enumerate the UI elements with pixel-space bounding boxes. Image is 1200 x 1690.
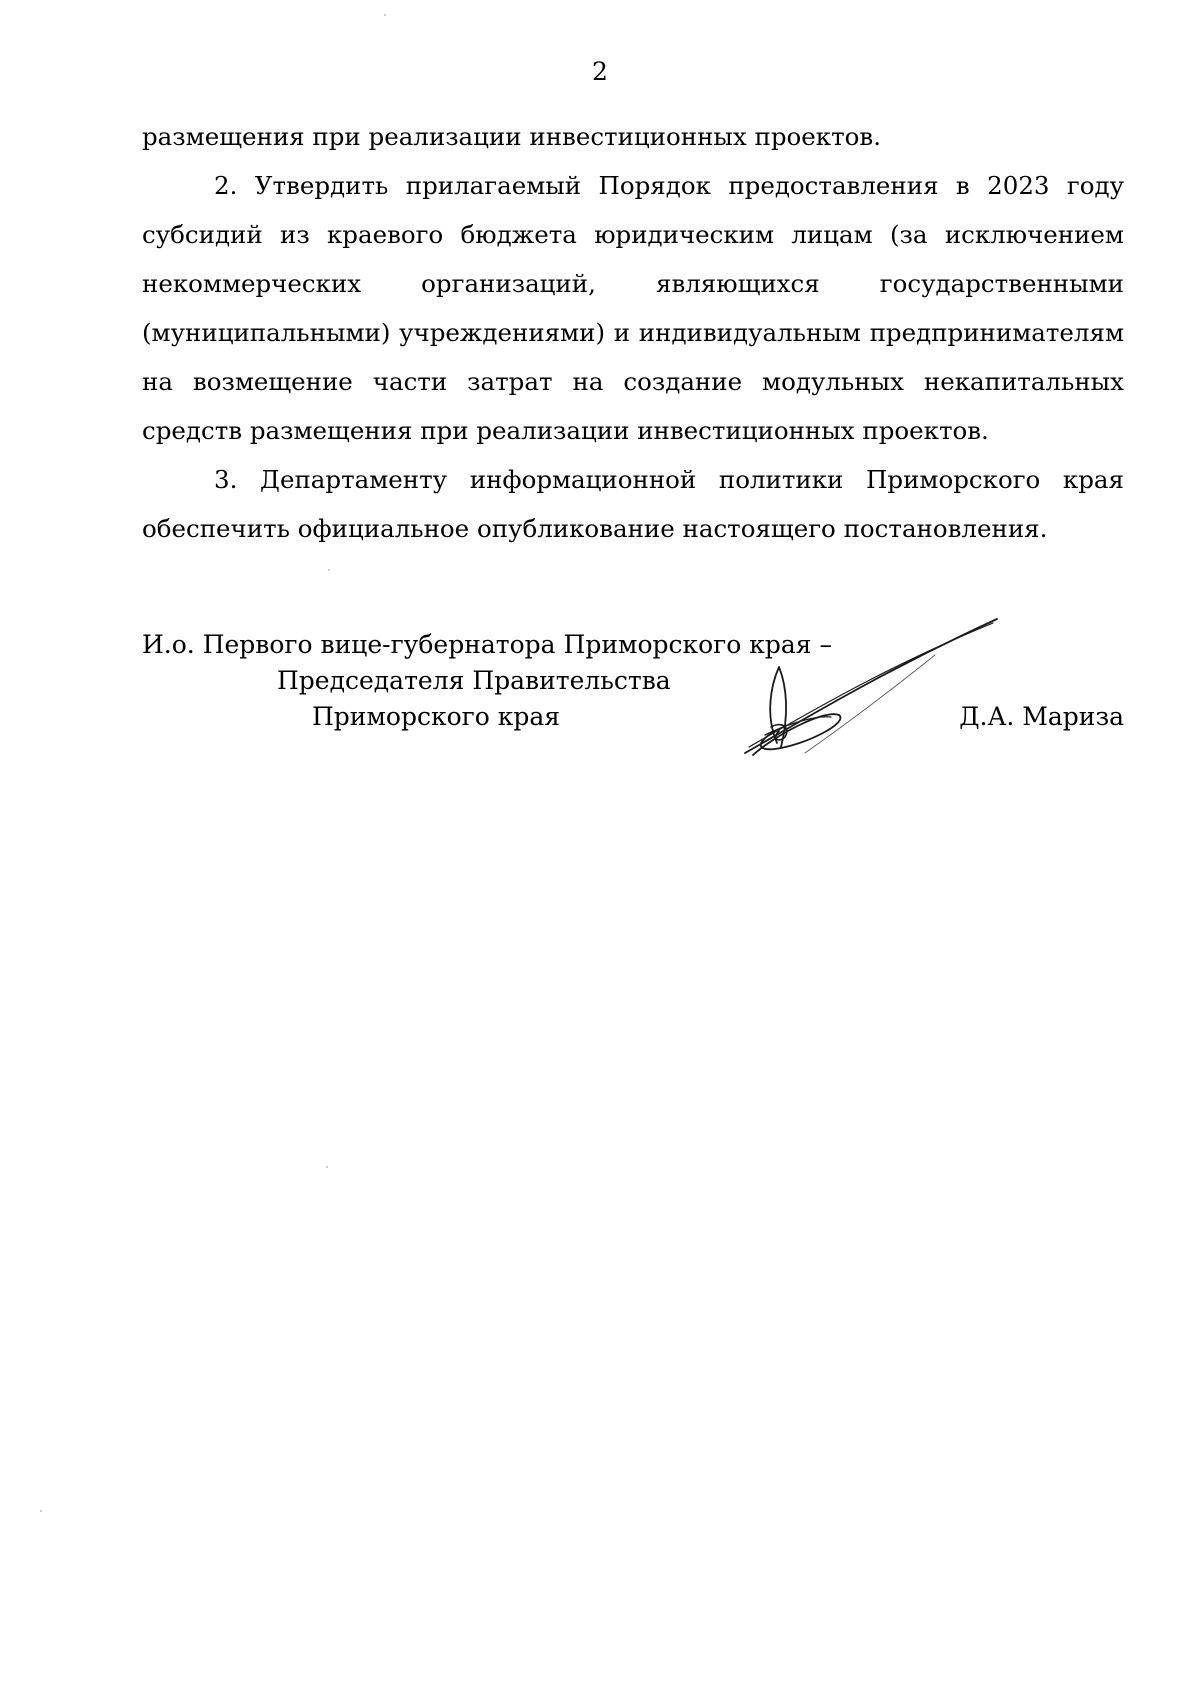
document-body [142,112,1124,553]
paragraph-item-2: 2. Утвердить прилагаемый Порядок предоставления в 2023 году субсидий из краевого бюджета юридическим лицам (за исключением некоммерческих организаций, являющихся государственными (муниципальными) учреждениями) и индивидуальным предпринимателям на возмещение части затрат на создание модульных некапитальных средств размещения при реализации инвестиционных проектов. [142,171,1124,445]
signatory-title-line-3: Приморского края [312,702,561,731]
paragraph-continuation: размещения при реализации инвестиционных проектов. [142,122,881,151]
scan-speck [384,14,386,16]
scan-speck [40,1510,42,1512]
page-number: 2 [592,57,608,86]
scan-speck [326,1166,328,1168]
signatory-title-line-1: И.о. Первого вице-губернатора Приморского края – [142,630,833,659]
paragraph-item-3: 3. Департаменту информационной политики Приморского края обеспечить официальное опубликование настоящего постановления. [142,465,1124,543]
handwritten-signature [735,615,1005,765]
signatory-title-line-2: Председателя Правительства [277,666,671,695]
signatory-name: Д.А. Мариза [959,702,1124,731]
scan-speck [328,569,330,571]
